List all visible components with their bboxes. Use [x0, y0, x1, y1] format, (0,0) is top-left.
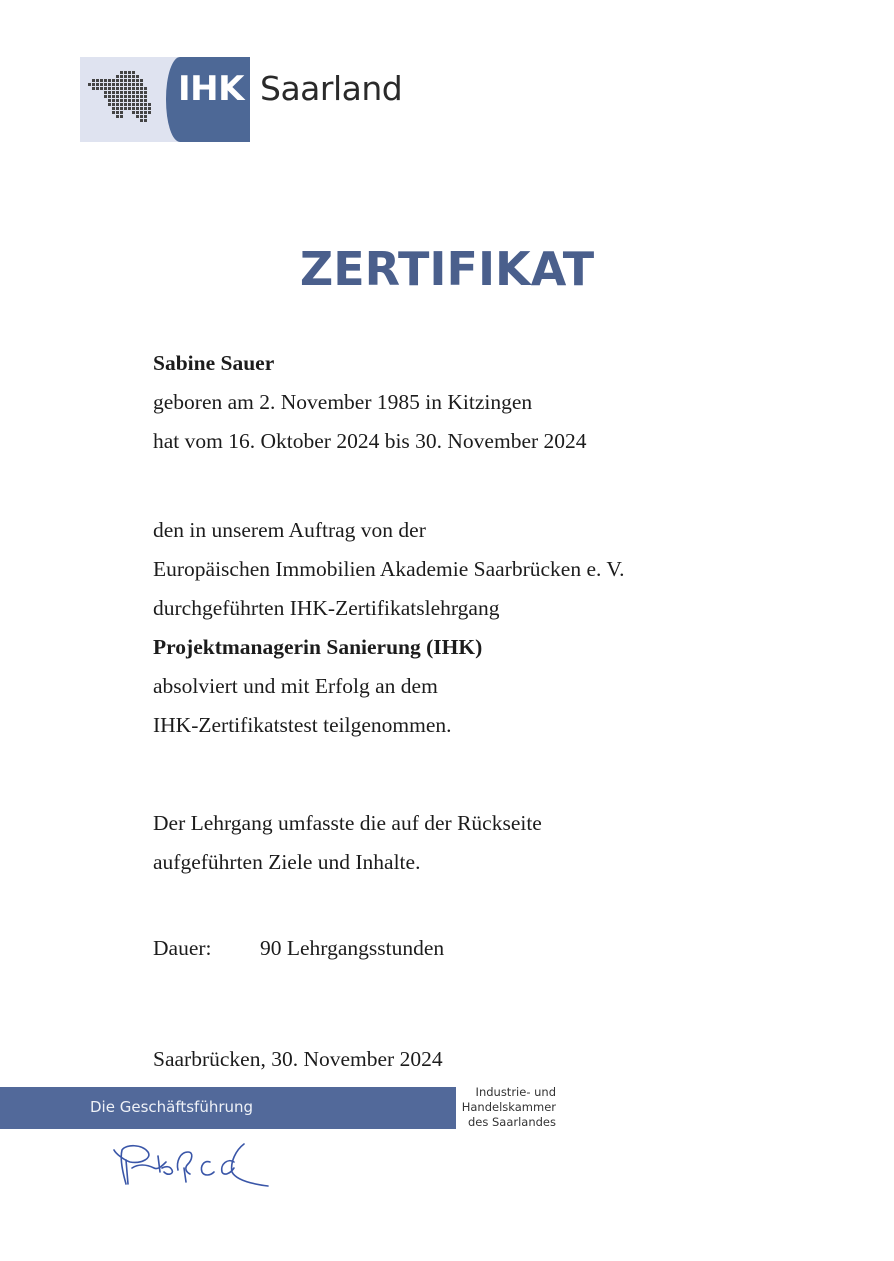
course-block: [153, 511, 624, 745]
course-line-5: absolviert und mit Erfolg an dem: [153, 674, 438, 698]
logo-region: Saarland: [260, 69, 403, 108]
organization-name: [460, 1085, 556, 1130]
organization-line-2: Handelskammer: [461, 1100, 556, 1114]
logo-emblem: [80, 57, 250, 142]
logo-abbreviation: IHK: [178, 69, 244, 109]
organization-line-1: Industrie- und: [475, 1085, 556, 1099]
signature-icon: [112, 1138, 287, 1193]
contents-line-1: Der Lehrgang umfasste die auf der Rückseite: [153, 811, 542, 835]
birth-line: geboren am 2. November 1985 in Kitzingen: [153, 390, 533, 414]
course-line-2: Europäischen Immobilien Akademie Saarbrücken e. V.: [153, 557, 625, 581]
duration-label: Dauer:: [153, 936, 212, 960]
course-name: Projektmanagerin Sanierung (IHK): [153, 635, 483, 659]
recipient-name: Sabine Sauer: [153, 351, 275, 375]
saarland-map-icon: [88, 71, 168, 129]
certificate-title: ZERTIFIKAT: [299, 242, 595, 296]
organization-line-3: des Saarlandes: [467, 1115, 556, 1129]
recipient-block: [153, 344, 587, 461]
management-bar: [0, 1087, 456, 1129]
contents-line-2: aufgeführten Ziele und Inhalte.: [153, 850, 421, 874]
period-line: hat vom 16. Oktober 2024 bis 30. November 2024: [153, 429, 587, 453]
duration-row: [153, 929, 444, 968]
contents-block: [153, 804, 542, 882]
course-line-3: durchgeführten IHK-Zertifikatslehrgang: [153, 596, 500, 620]
duration-value: 90 Lehrgangsstunden: [260, 936, 445, 960]
management-label: Die Geschäftsführung: [90, 1098, 254, 1116]
place-date: Saarbrücken, 30. November 2024: [153, 1047, 443, 1071]
ihk-saarland-logo: [80, 57, 403, 142]
course-line-1: den in unserem Auftrag von der: [153, 518, 426, 542]
course-line-6: IHK-Zertifikatstest teilgenommen.: [153, 713, 452, 737]
